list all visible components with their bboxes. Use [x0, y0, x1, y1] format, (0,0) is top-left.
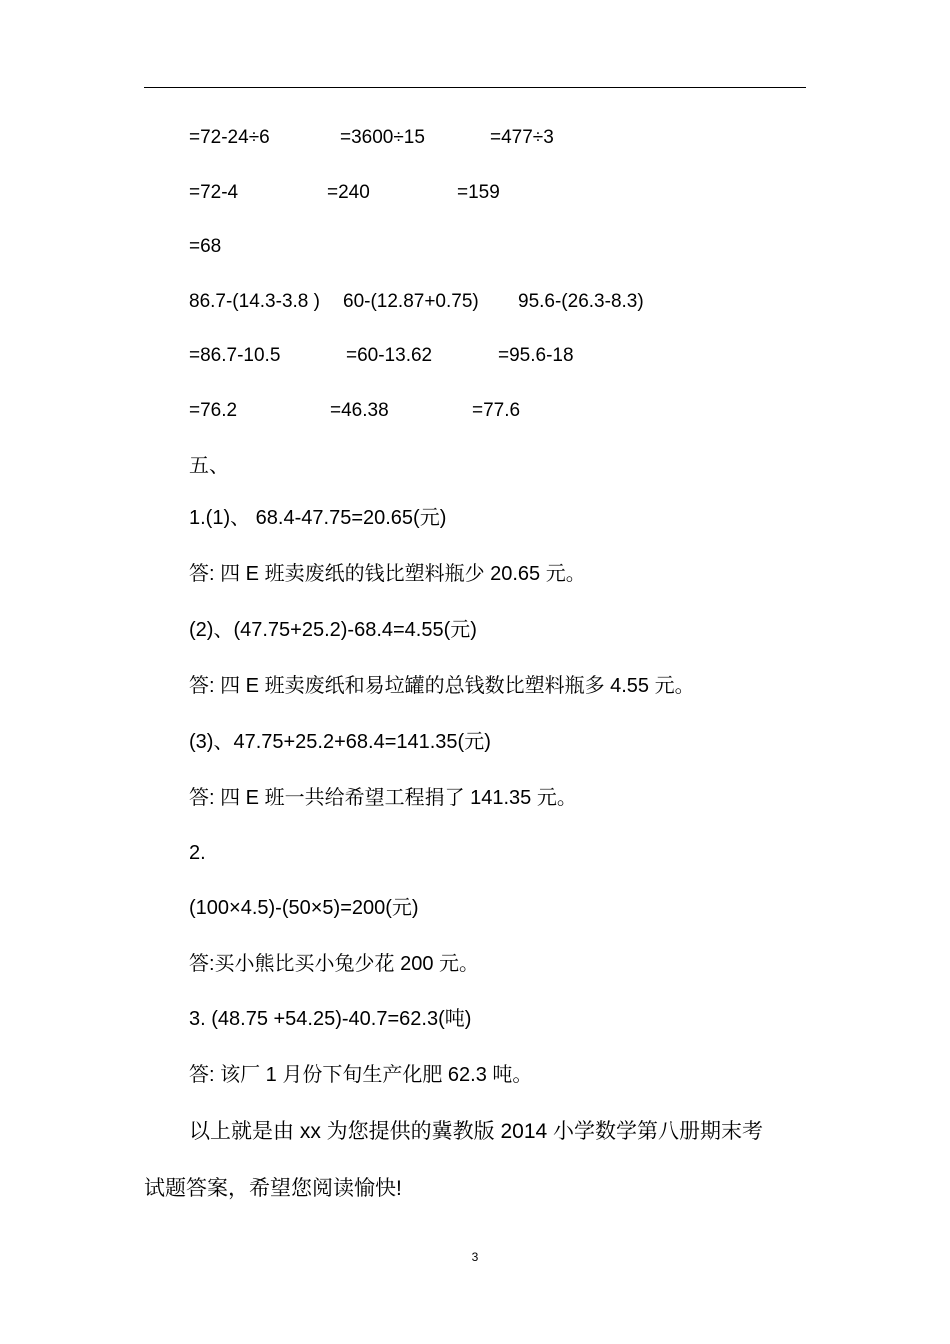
question-1-3: (3)、47.75+25.2+68.4=141.35(元) — [189, 731, 491, 753]
calc-cell: 95.6-(26.3-8.3) — [518, 291, 644, 312]
calc-cell: =240 — [327, 182, 370, 203]
calc-cell: =95.6-18 — [498, 345, 574, 366]
calc-cell: =72-4 — [189, 182, 239, 203]
closing-paragraph-line-1: 以上就是由 xx 为您提供的冀教版 2014 小学数学第八册期末考 — [189, 1120, 764, 1143]
answer-1-3: 答: 四 E 班一共给希望工程捐了 141.35 元。 — [189, 787, 577, 809]
closing-paragraph-line-2: 试题答案，希望您阅读愉快! — [144, 1177, 402, 1200]
calc-cell: =76.2 — [189, 400, 238, 421]
calc-cell: 86.7-(14.3-3.8 ) — [189, 291, 320, 312]
calc-cell: =477÷3 — [490, 127, 554, 148]
question-1-1: 1.(1)、 68.4-47.75=20.65(元) — [189, 507, 447, 529]
question-2: (100×4.5)-(50×5)=200(元) — [189, 897, 419, 919]
question-3: 3. (48.75 +54.25)-40.7=62.3(吨) — [189, 1008, 472, 1030]
header-rule — [144, 87, 806, 88]
section-heading: 五、 — [189, 455, 229, 477]
question-2-label: 2. — [189, 842, 206, 864]
calc-cell: =46.38 — [330, 400, 389, 421]
calc-cell: =72-24÷6 — [189, 127, 270, 148]
calc-cell: =77.6 — [472, 400, 521, 421]
calc-cell: =159 — [457, 182, 500, 203]
page-number: 3 — [471, 1250, 479, 1264]
answer-1-1: 答: 四 E 班卖废纸的钱比塑料瓶少 20.65 元。 — [189, 563, 586, 585]
answer-1-2: 答: 四 E 班卖废纸和易垃罐的总钱数比塑料瓶多 4.55 元。 — [189, 675, 695, 697]
answer-3: 答: 该厂 1 月份下旬生产化肥 62.3 吨。 — [189, 1064, 533, 1086]
question-1-2: (2)、(47.75+25.2)-68.4=4.55(元) — [189, 619, 477, 641]
calc-cell: 60-(12.87+0.75) — [343, 291, 479, 312]
calc-cell: =3600÷15 — [340, 127, 425, 148]
calc-cell: =60-13.62 — [346, 345, 433, 366]
calc-cell: =86.7-10.5 — [189, 345, 281, 366]
answer-2: 答:买小熊比买小兔少花 200 元。 — [189, 953, 480, 975]
calc-cell: =68 — [189, 236, 222, 257]
